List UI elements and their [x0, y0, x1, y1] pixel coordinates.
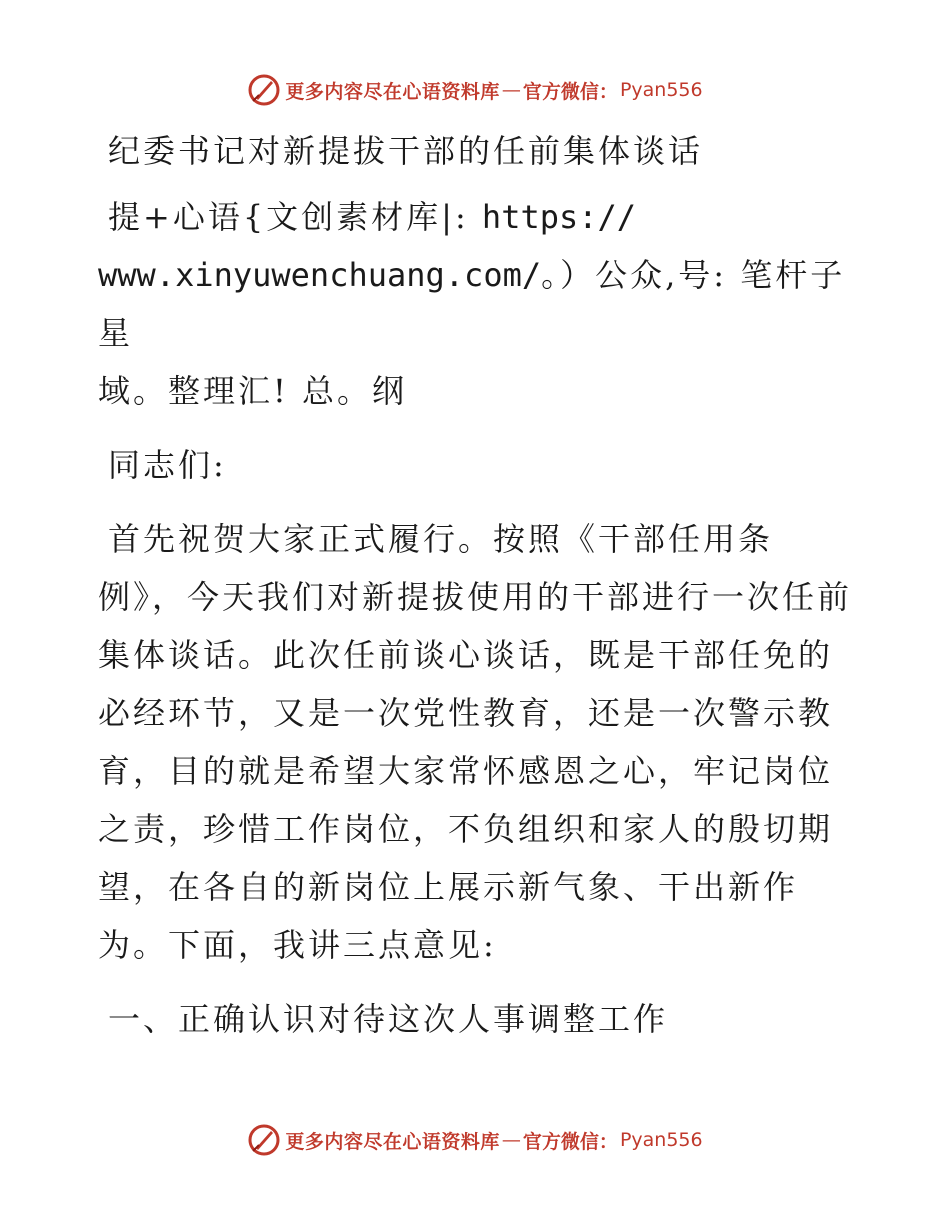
watermark-brand: 更多内容尽在心语资料库	[285, 80, 500, 103]
watermark-separator: —	[501, 1129, 521, 1151]
source-text: 提+心语{文创素材库|:	[108, 198, 482, 236]
watermark-wechat-id: Pyan556	[619, 1129, 703, 1151]
watermark-wechat-label: 官方微信：	[522, 1130, 618, 1153]
quill-logo-icon	[247, 1123, 281, 1157]
section-heading: 一、正确认识对待这次人事调整工作	[108, 1000, 669, 1038]
source-line	[98, 188, 853, 246]
source-text-2: 。）公众,号: 笔杆子星	[98, 256, 846, 352]
source-line-3: 域。整理汇! 总。纲	[98, 372, 408, 410]
document-title: 纪委书记对新提拔干部的任前集体谈话	[108, 132, 704, 170]
document-body	[98, 122, 853, 1048]
header-watermark	[0, 70, 950, 110]
salutation: 同志们:	[108, 446, 227, 484]
footer-watermark	[0, 1120, 950, 1160]
watermark-wechat-id: Pyan556	[619, 79, 703, 101]
watermark-separator: —	[501, 79, 521, 101]
source-line-2	[98, 246, 853, 362]
watermark-brand: 更多内容尽在心语资料库	[285, 1130, 500, 1153]
paragraph: 首先祝贺大家正式履行。按照《干部任用条例》，今天我们对新提拔使用的干部进行一次任前集体谈话。此次任前谈心谈话，既是干部任免的必经环节，又是一次党性教育，还是一次警示教育，目的就是希望大家常怀感恩之心，牢记岗位之责，珍惜工作岗位，不负组织和家人的殷切期望，在各自的新岗位上展示新气象、干出新作为。下面，我讲三点意见:	[98, 520, 853, 964]
quill-logo-icon	[247, 73, 281, 107]
watermark-wechat-label: 官方微信：	[522, 80, 618, 103]
source-url-scheme: https://	[481, 198, 637, 236]
source-url: www.xinyuwenchuang.com/	[98, 256, 542, 294]
